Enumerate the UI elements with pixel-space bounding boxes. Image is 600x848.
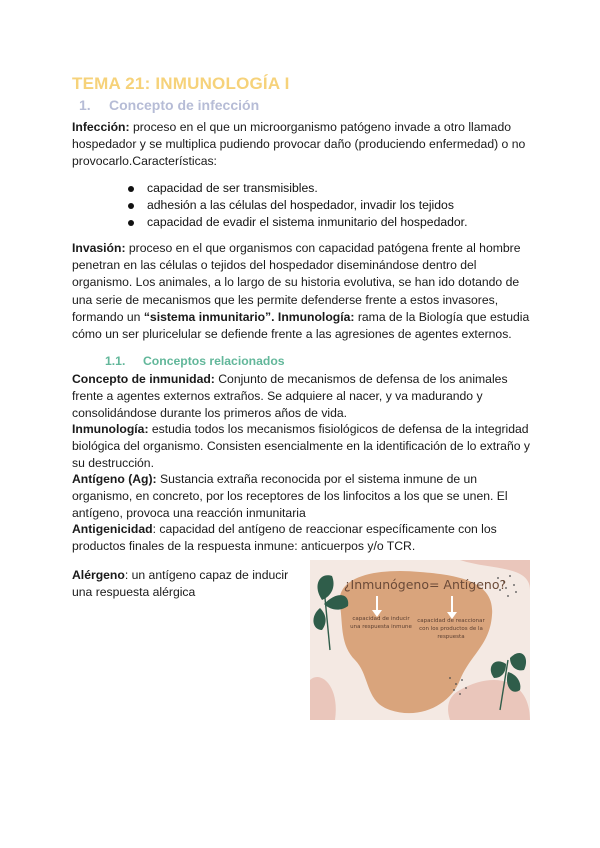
- list-item: capacidad de ser transmisibles.: [125, 180, 467, 197]
- list-item: adhesión a las células del hospedador, invadir los tejidos: [125, 197, 467, 214]
- figure-left-text: capacidad de inducir una respuesta inmune: [350, 616, 412, 630]
- antigenicidad-term: Antigenicidad: [72, 522, 153, 536]
- figure-title: ¿Inmunógeno= Antígeno?: [343, 577, 507, 592]
- bullet-icon: [128, 186, 134, 192]
- invasion-paragraph: Invasión: proceso en el que organismos con capacidad patógena frente al hombre penetran en las células o tejidos del hospedador diseminándose dentro del organismo. Los animales, a lo largo de su historia evolutiva, se han ido dotando de una serie de mecanismos que les permite defenderse frente a estos invasores, formando un “sistema inmunitario”. Inmunología: rama de la Biología que estudia cómo un ser pluricelular se defiende frente a las agresiones de agentes externos.: [72, 241, 530, 342]
- inmunologia-term: Inmunología:: [72, 422, 149, 436]
- inmunologia-term-inline: Inmunología:: [274, 309, 355, 324]
- section-number: 1.1.: [105, 354, 126, 368]
- caracteristicas-list: [125, 180, 467, 232]
- figure-right-text: capacidad de reaccionar con los productos de la respuesta: [417, 618, 485, 640]
- bullet-icon: [128, 220, 134, 226]
- inmunidad-paragraph: Concepto de inmunidad: Conjunto de mecanismos de defensa de los animales frente a agentes externos extraños. Se adquiere al nacer, y va madurando y consolidándose durante los primeros años de vida.: [72, 372, 508, 421]
- section-heading-1-1: [105, 354, 285, 368]
- antigeno-paragraph: Antígeno (Ag): Sustancia extraña reconocida por el sistema inmune de un organismo, en concreto, por los receptores de los linfocitos a los que se unen. El antígeno, provoca una reacción inmunitaria: [72, 472, 508, 521]
- invasion-term: Invasión:: [72, 241, 126, 255]
- section-label: Concepto de infección: [109, 97, 260, 113]
- bullet-icon: [128, 203, 134, 209]
- alergeno-term: Alérgeno: [72, 568, 125, 582]
- infeccion-paragraph: [72, 119, 534, 171]
- inmunogeno-antigeno-image: [310, 560, 530, 720]
- antigenicidad-paragraph: Antigenicidad: capacidad del antígeno de reaccionar específicamente con los productos finales de la respuesta inmune: anticuerpos y/o TCR.: [72, 522, 497, 554]
- sistema-inmunitario-term: “sistema inmunitario”.: [143, 309, 275, 324]
- infeccion-term: Infección:: [72, 120, 130, 134]
- section-heading-1: [79, 97, 259, 113]
- page-title: TEMA 21: INMUNOLOGÍA I: [72, 74, 290, 93]
- inmunologia-paragraph: Inmunología: estudia todos los mecanismos fisiológicos de defensa de la integridad biológica del organismo. Consisten esencialmente en la identificación de lo extraño y su destrucción.: [72, 422, 530, 471]
- section-number: 1.: [79, 97, 91, 113]
- infeccion-text: proceso en el que un microorganismo patógeno invade a otro llamado hospedador y se multiplica pudiendo provocar daño (produciendo enfermedad) o no provocarlo.Características:: [72, 120, 526, 169]
- inmunidad-term: Concepto de inmunidad:: [72, 372, 215, 386]
- antigeno-term: Antígeno (Ag):: [72, 472, 157, 486]
- list-item: capacidad de evadir el sistema inmunitario del hospedador.: [125, 214, 467, 231]
- section-label: Conceptos relacionados: [143, 354, 285, 368]
- alergeno-paragraph: Alérgeno: un antígeno capaz de inducir una respuesta alérgica: [72, 568, 289, 600]
